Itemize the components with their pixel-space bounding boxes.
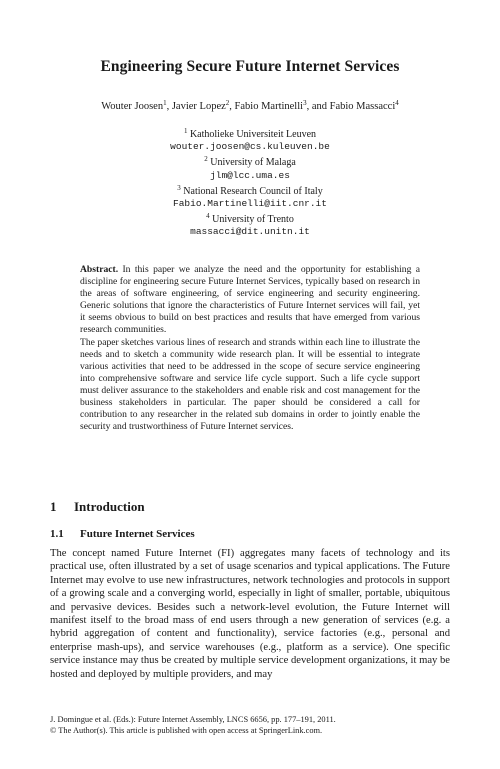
author-affiliation-mark: 1 (163, 99, 167, 107)
abstract-text: In this paper we analyze the need and the opportunity for establishing a discipline for engineering secure Future Internet Services, typically based on research in the areas of software engineering, of service engineering and security engineering. Generic solutions that ignore the characteristics of Future Internet services will fail, yet it seems obvious to build on best practices and results that have emerged from various research communities. (80, 264, 420, 336)
author-affiliation-mark: 4 (395, 99, 399, 107)
affiliation-entry (0, 125, 500, 141)
footer (50, 714, 450, 736)
section-heading (50, 499, 145, 515)
affiliation-name: University of Malaga (210, 157, 296, 169)
author-separator: , (229, 101, 235, 112)
abstract-label: Abstract. (80, 264, 119, 275)
affiliation-name: National Research Council of Italy (183, 185, 323, 197)
abstract (80, 264, 420, 433)
subsection-heading (50, 528, 195, 540)
body-paragraph: The concept named Future Internet (FI) aggregates many facets of technology and its practical use, often illustrated by a set of usage scenarios and typical applications. The Future Internet may evolve to use new infrastructures, network technologies and protocols in support of a growing scale and a converging world, especially in light of smaller, portable, ubiquitous and pervasive devices. Besides such a network-level evolution, the Future Internet will manifest itself to the broad mass of end users through a new generation of services (e.g. a hybrid aggregation of content and functionality), service factories (e.g., personal and enterprise mash-ups), and service warehouses (e.g., platform as a service). One specific service instance may thus be created by multiple service development organizations, it may be hosted and deployed by multiple providers, and may (50, 548, 450, 680)
affiliation-number: 1 (183, 127, 188, 135)
section-number: 1 (50, 499, 57, 514)
affiliation-name: Katholieke Universiteit Leuven (189, 129, 317, 140)
paper-title: Engineering Secure Future Internet Services (100, 58, 400, 75)
affiliation-entry (0, 210, 500, 226)
footer-copyright: © The Author(s). This article is published with open access at SpringerLink.com. (50, 726, 323, 735)
affiliation-name: University of Trento (212, 214, 294, 226)
affiliation-email: wouter.joosen@cs.kuleuven.be (170, 141, 330, 153)
author-name: Wouter Joosen (101, 101, 164, 112)
affiliation-email: massacci@dit.unitn.it (190, 226, 310, 238)
subsection-title: Future Internet Services (80, 528, 195, 540)
affiliation-number: 2 (204, 155, 208, 164)
author-affiliation-mark: 3 (303, 99, 307, 107)
section-title: Introduction (74, 499, 145, 514)
author-separator: , (166, 101, 172, 112)
body-text (50, 547, 450, 681)
footer-citation: J. Domingue et al. (Eds.): Future Internet Assembly, LNCS 6656, pp. 177–191, 2011. (50, 715, 336, 724)
abstract-paragraph: The paper sketches various lines of research and strands within each line to illustrate the needs and to sketch a community wide research plan. It will be essential to integrate various activities that need to be addressed in the scope of secure service engineering into comprehensive software and service life cycle support. Such a life cycle support must deliver assurance to the stakeholders and enable risk and cost management for the business stakeholders in particular. The paper should be considered a call for contribution to any researcher in the related sub domains in order to jointly enable the security and trustworthiness of Future Internet services. (80, 336, 420, 433)
author-name: Fabio Massacci (329, 101, 396, 112)
affiliation-number: 3 (177, 183, 181, 192)
author-affiliation-mark: 2 (225, 99, 230, 107)
affiliation-entry (0, 182, 500, 198)
affiliation-email: jlm@lcc.uma.es (210, 169, 290, 181)
author-separator: , and (306, 101, 330, 112)
affiliation-email: Fabio.Martinelli@iit.cnr.it (173, 198, 327, 210)
subsection-number: 1.1 (50, 528, 64, 540)
author-list (0, 99, 500, 112)
affiliation-list (0, 125, 500, 239)
author-name: Fabio Martinelli (234, 101, 304, 112)
author-name: Javier Lopez (171, 101, 226, 112)
affiliation-entry (0, 153, 500, 169)
abstract-paragraph (80, 264, 420, 337)
affiliation-number: 4 (206, 212, 210, 221)
